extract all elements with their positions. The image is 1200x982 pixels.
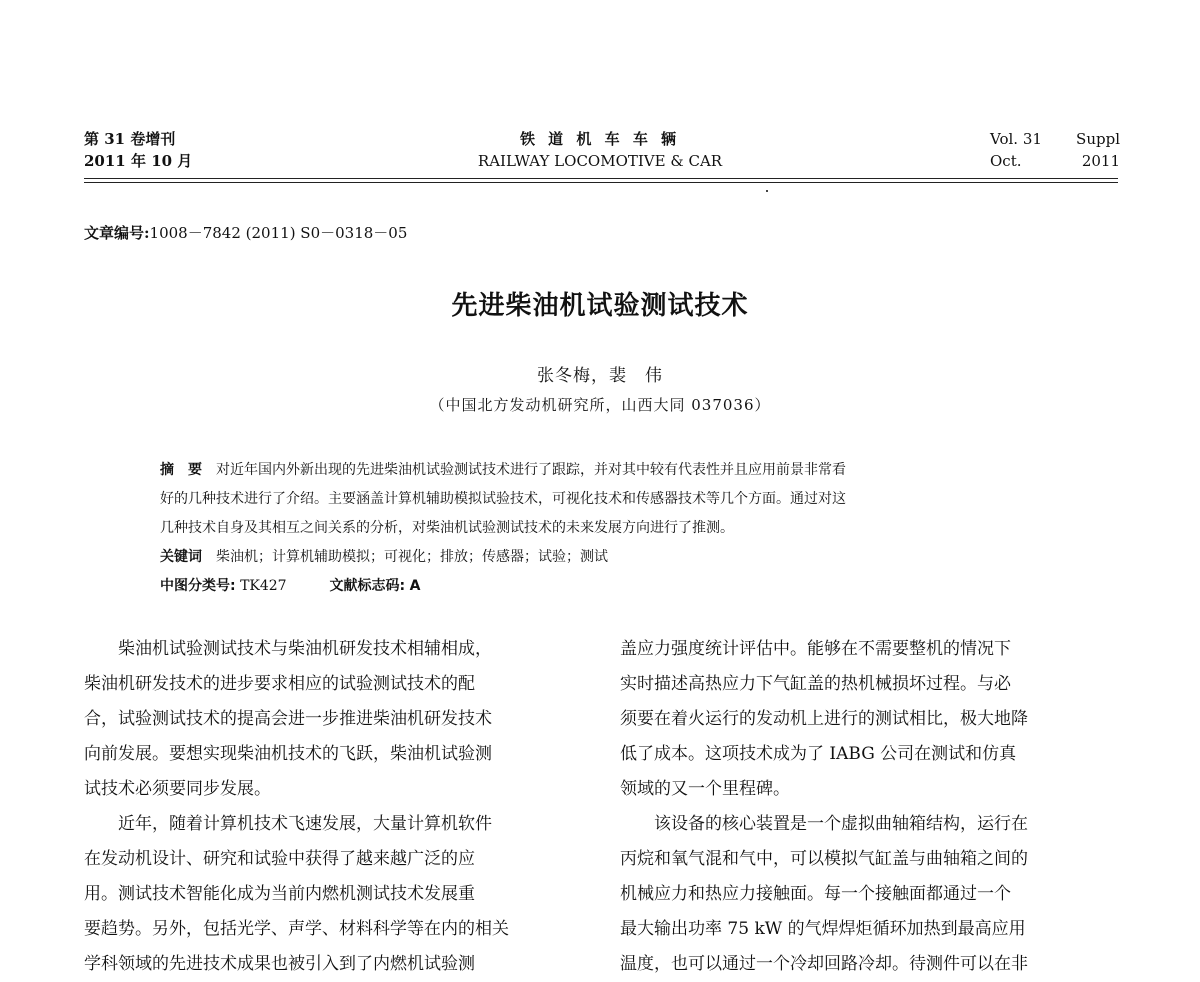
body-line: 丙烷和氧气混和气中，可以模拟气缸盖与曲轴箱之间的 [620, 849, 1028, 869]
month-label: Oct. [990, 152, 1022, 170]
body-line: 近年，随着计算机技术飞速发展，大量计算机软件 [84, 814, 492, 834]
keywords-value: 柴油机；计算机辅助模拟；可视化；排放；传感器；试验；测试 [216, 549, 608, 565]
abstract-line: 几种技术自身及其相互之间关系的分析，对柴油机试验测试技术的未来发展方向进行了推测。 [160, 520, 734, 536]
classification-line [160, 572, 1050, 601]
header-rule-top [84, 178, 1118, 179]
body-line: 该设备的核心装置是一个虚拟曲轴箱结构，运行在 [620, 814, 1028, 834]
paper-title: 先进柴油机试验测试技术 [451, 291, 749, 321]
body-line: 向前发展。要想实现柴油机技术的飞跃，柴油机试验测 [84, 744, 492, 764]
body-line: 试技术必须要同步发展。 [84, 779, 271, 799]
body-line: 用。测试技术智能化成为当前内燃机测试技术发展重 [84, 884, 475, 904]
body-line: 最大输出功率 75 kW 的气焊焊炬循环加热到最高应用 [620, 919, 1026, 939]
body-line: 低了成本。这项技术成为了 IABG 公司在测试和仿真 [620, 744, 1017, 764]
doc-code-label: 文献标志码: [329, 578, 406, 594]
body-line: 柴油机试验测试技术与柴油机研发技术相辅相成， [84, 639, 492, 659]
body-line: 温度，也可以通过一个冷却回路冷却。待测件可以在非 [620, 954, 1028, 974]
article-number-label: 文章编号: [84, 224, 150, 242]
scan-speck [766, 190, 768, 192]
body-line: 学科领域的先进技术成果也被引入到了内燃机试验测 [84, 954, 475, 974]
clc-label: 中图分类号: [160, 578, 236, 594]
journal-name-en: RAILWAY LOCOMOTIVE & CAR [477, 152, 723, 170]
body-line: 要趋势。另外，包括光学、声学、材料科学等在内的相关 [84, 919, 509, 939]
body-line: 柴油机研发技术的进步要求相应的试验测试技术的配 [84, 674, 475, 694]
author-affiliation: （中国北方发动机研究所，山西大同 037036） [429, 396, 771, 414]
issue-date: 2011 年 10 月 [84, 152, 193, 170]
body-line: 领域的又一个里程碑。 [620, 779, 790, 799]
header-rule-bottom [84, 182, 1118, 183]
issue-volume: 第 31 卷增刊 [84, 130, 176, 148]
abstract-line [160, 456, 1050, 485]
article-number-value: 1008－7842 (2011) S0－0318－05 [149, 224, 408, 242]
body-column-left [84, 632, 584, 982]
body-line: 机械应力和热应力接触面。每一个接触面都通过一个 [620, 884, 1011, 904]
body-line: 在发动机设计、研究和试验中获得了越来越广泛的应 [84, 849, 475, 869]
abstract-label: 摘 要 [160, 462, 202, 478]
article-number [84, 222, 407, 243]
body-column-right [620, 632, 1120, 982]
keywords-label: 关键词 [160, 549, 202, 565]
doc-code-value: A [409, 578, 421, 594]
clc-value: TK427 [240, 578, 287, 594]
body-line: 实时描述高热应力下气缸盖的热机械损坏过程。与必 [620, 674, 1011, 694]
abstract-line: 好的几种技术进行了介绍。主要涵盖计算机辅助模拟试验技术，可视化技术和传感器技术等几个方面。通过对这 [160, 491, 846, 507]
body-line: 盖应力强度统计评估中。能够在不需要整机的情况下 [620, 639, 1011, 659]
body-line: 合，试验测试技术的提高会进一步推进柴油机研发技术 [84, 709, 492, 729]
volume-label: Vol. 31 [990, 130, 1042, 148]
abstract-text: 对近年国内外新出现的先进柴油机试验测试技术进行了跟踪，并对其中较有代表性并且应用前景非常看 [216, 462, 846, 478]
keywords-line [160, 543, 1050, 572]
journal-volume-info [990, 128, 1120, 172]
journal-name-cn: 铁 道 机 车 车 辆 [519, 130, 681, 148]
body-line: 须要在着火运行的发动机上进行的测试相比，极大地降 [620, 709, 1028, 729]
paper-authors: 张冬梅，裴 伟 [537, 366, 663, 386]
suppl-label: Suppl [1076, 130, 1120, 148]
abstract-block [160, 456, 1050, 601]
year-label: 2011 [1081, 152, 1120, 170]
